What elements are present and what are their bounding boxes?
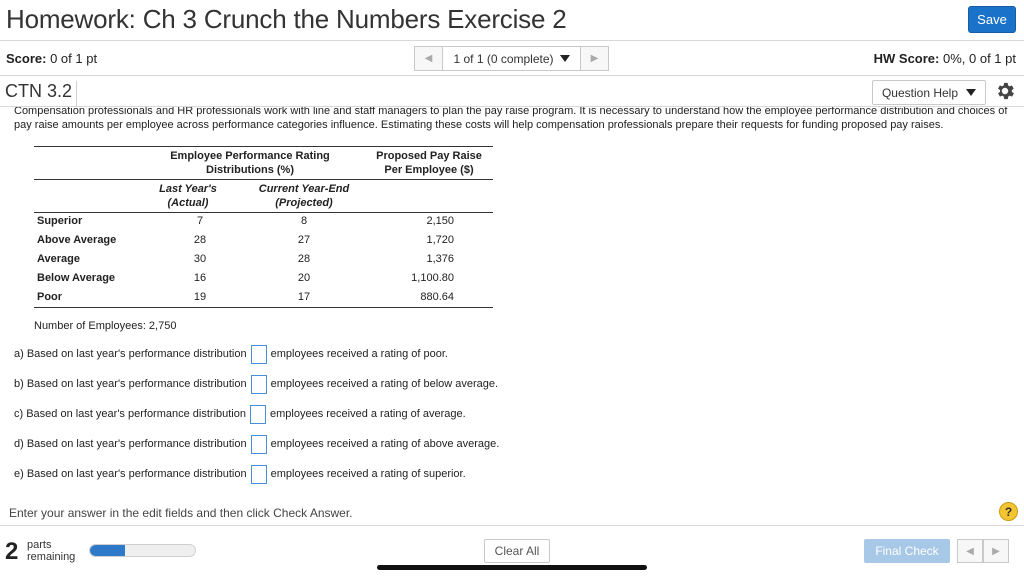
chevron-right-icon: ▶ [992, 545, 1000, 557]
question-item-e [14, 464, 466, 484]
answer-input-average[interactable] [250, 405, 266, 424]
question-item-b [14, 374, 498, 394]
cell-current-year: 17 [297, 291, 311, 303]
cell-raise: 1,376 [426, 253, 454, 265]
home-indicator [377, 565, 647, 570]
question-prefix: c) Based on last year's performance distribution [14, 408, 246, 420]
cell-last-year: 30 [193, 253, 207, 265]
question-select-value: 1 of 1 (0 complete) [453, 51, 554, 66]
parts-remaining-count: 2 [5, 538, 19, 565]
previous-question-button[interactable] [414, 46, 443, 71]
answer-input-superior[interactable] [251, 465, 267, 484]
parts-label-line2: remaining [27, 551, 76, 563]
parts-remaining-label [27, 539, 75, 563]
bottom-navigator [957, 539, 1009, 563]
question-suffix: employees received a rating of above average. [270, 438, 500, 450]
clear-all-button[interactable]: Clear All [484, 539, 550, 563]
score [6, 51, 97, 66]
question-item-d [14, 434, 499, 454]
cell-last-year: 28 [193, 234, 207, 246]
table-rule-mid [34, 179, 493, 180]
question-help-button[interactable] [872, 80, 986, 105]
cell-last-year: 19 [193, 291, 207, 303]
previous-part-button[interactable] [957, 539, 983, 563]
help-icon[interactable]: ? [999, 502, 1018, 521]
cell-raise: 880.64 [420, 291, 454, 303]
question-navigator [414, 46, 609, 71]
title-bar [0, 0, 1024, 41]
answer-input-poor[interactable] [251, 345, 267, 364]
answer-input-above-average[interactable] [251, 435, 267, 454]
score-value: 0 of 1 pt [50, 51, 98, 66]
table-row [34, 251, 493, 270]
subheader-last-year: Last Year's (Actual) [159, 183, 217, 209]
cell-last-year: 7 [196, 215, 204, 227]
cell-last-year: 16 [193, 272, 207, 284]
cell-raise: 1,100.80 [411, 272, 454, 284]
next-part-button[interactable] [983, 539, 1009, 563]
row-label: Superior [37, 215, 83, 227]
cell-raise: 1,720 [426, 234, 454, 246]
final-check-button[interactable]: Final Check [864, 539, 950, 563]
row-label: Above Average [37, 234, 117, 246]
hw-score-value: 0%, 0 of 1 pt [943, 51, 1016, 66]
table-row [34, 232, 493, 251]
hw-score-label: HW Score: [873, 51, 940, 66]
question-prefix: e) Based on last year's performance distribution [14, 468, 247, 480]
cell-current-year: 28 [297, 253, 311, 265]
question-prefix: a) Based on last year's performance distribution [14, 348, 247, 360]
score-label: Score: [6, 51, 47, 66]
question-prefix: b) Based on last year's performance distribution [14, 378, 247, 390]
question-suffix: employees received a rating of below average. [270, 378, 499, 390]
question-item-c [14, 404, 466, 424]
question-intro: Compensation professionals and HR professionals work with line and staff managers to plan the pay raise program. It is necessary to understand how the employee performance distribution and choices of pay raise amounts per employee across performance categories influence. Estimating these costs will help compensation professionals prepare their requests for funding proposed pay raises. [14, 107, 1008, 131]
caret-down-icon [560, 55, 570, 62]
table-row [34, 289, 493, 308]
save-button[interactable]: Save [968, 6, 1016, 33]
cell-raise: 2,150 [426, 215, 454, 227]
chevron-left-icon: ◀ [424, 53, 433, 64]
instructions-bar [0, 497, 1024, 526]
question-suffix: employees received a rating of poor. [270, 348, 448, 360]
question-select[interactable] [443, 46, 580, 71]
score-bar [0, 41, 1024, 76]
chevron-right-icon: ▶ [590, 53, 599, 64]
table-rule-bottom [34, 307, 493, 308]
progress-bar [89, 544, 196, 557]
progress-fill [90, 545, 125, 556]
table-row [34, 270, 493, 289]
row-label: Average [37, 253, 81, 265]
row-label: Below Average [37, 272, 116, 284]
cell-current-year: 8 [300, 215, 308, 227]
header-distribution: Employee Performance Rating Distributions (%) [170, 150, 330, 176]
page-title: Homework: Ch 3 Crunch the Numbers Exercise 2 [6, 4, 567, 34]
header-raise: Proposed Pay Raise Per Employee ($) [376, 150, 482, 176]
parts-label-line1: parts [27, 539, 52, 551]
subheader-current-year: Current Year-End (Projected) [258, 183, 350, 209]
gear-icon[interactable] [994, 80, 1016, 102]
question-suffix: employees received a rating of superior. [270, 468, 466, 480]
question-suffix: employees received a rating of average. [270, 408, 466, 420]
row-label: Poor [37, 291, 63, 303]
question-prefix: d) Based on last year's performance distribution [14, 438, 247, 450]
bottom-bar [0, 527, 1024, 577]
cell-current-year: 20 [297, 272, 311, 284]
question-item-a [14, 344, 448, 364]
next-question-button[interactable] [580, 46, 609, 71]
chevron-left-icon: ◀ [966, 545, 974, 557]
caret-down-icon [966, 89, 976, 96]
question-content [0, 107, 1024, 525]
question-id: CTN 3.2 [5, 81, 77, 107]
table-rule-top [34, 146, 493, 147]
instructions-text: Enter your answer in the edit fields and then click Check Answer. [9, 506, 353, 520]
answer-input-below-average[interactable] [251, 375, 267, 394]
number-of-employees: Number of Employees: 2,750 [34, 320, 177, 332]
question-help-label: Question Help [881, 85, 959, 100]
cell-current-year: 27 [297, 234, 311, 246]
question-bar [0, 77, 1024, 107]
hw-score [874, 51, 1016, 66]
table-row [34, 213, 493, 232]
